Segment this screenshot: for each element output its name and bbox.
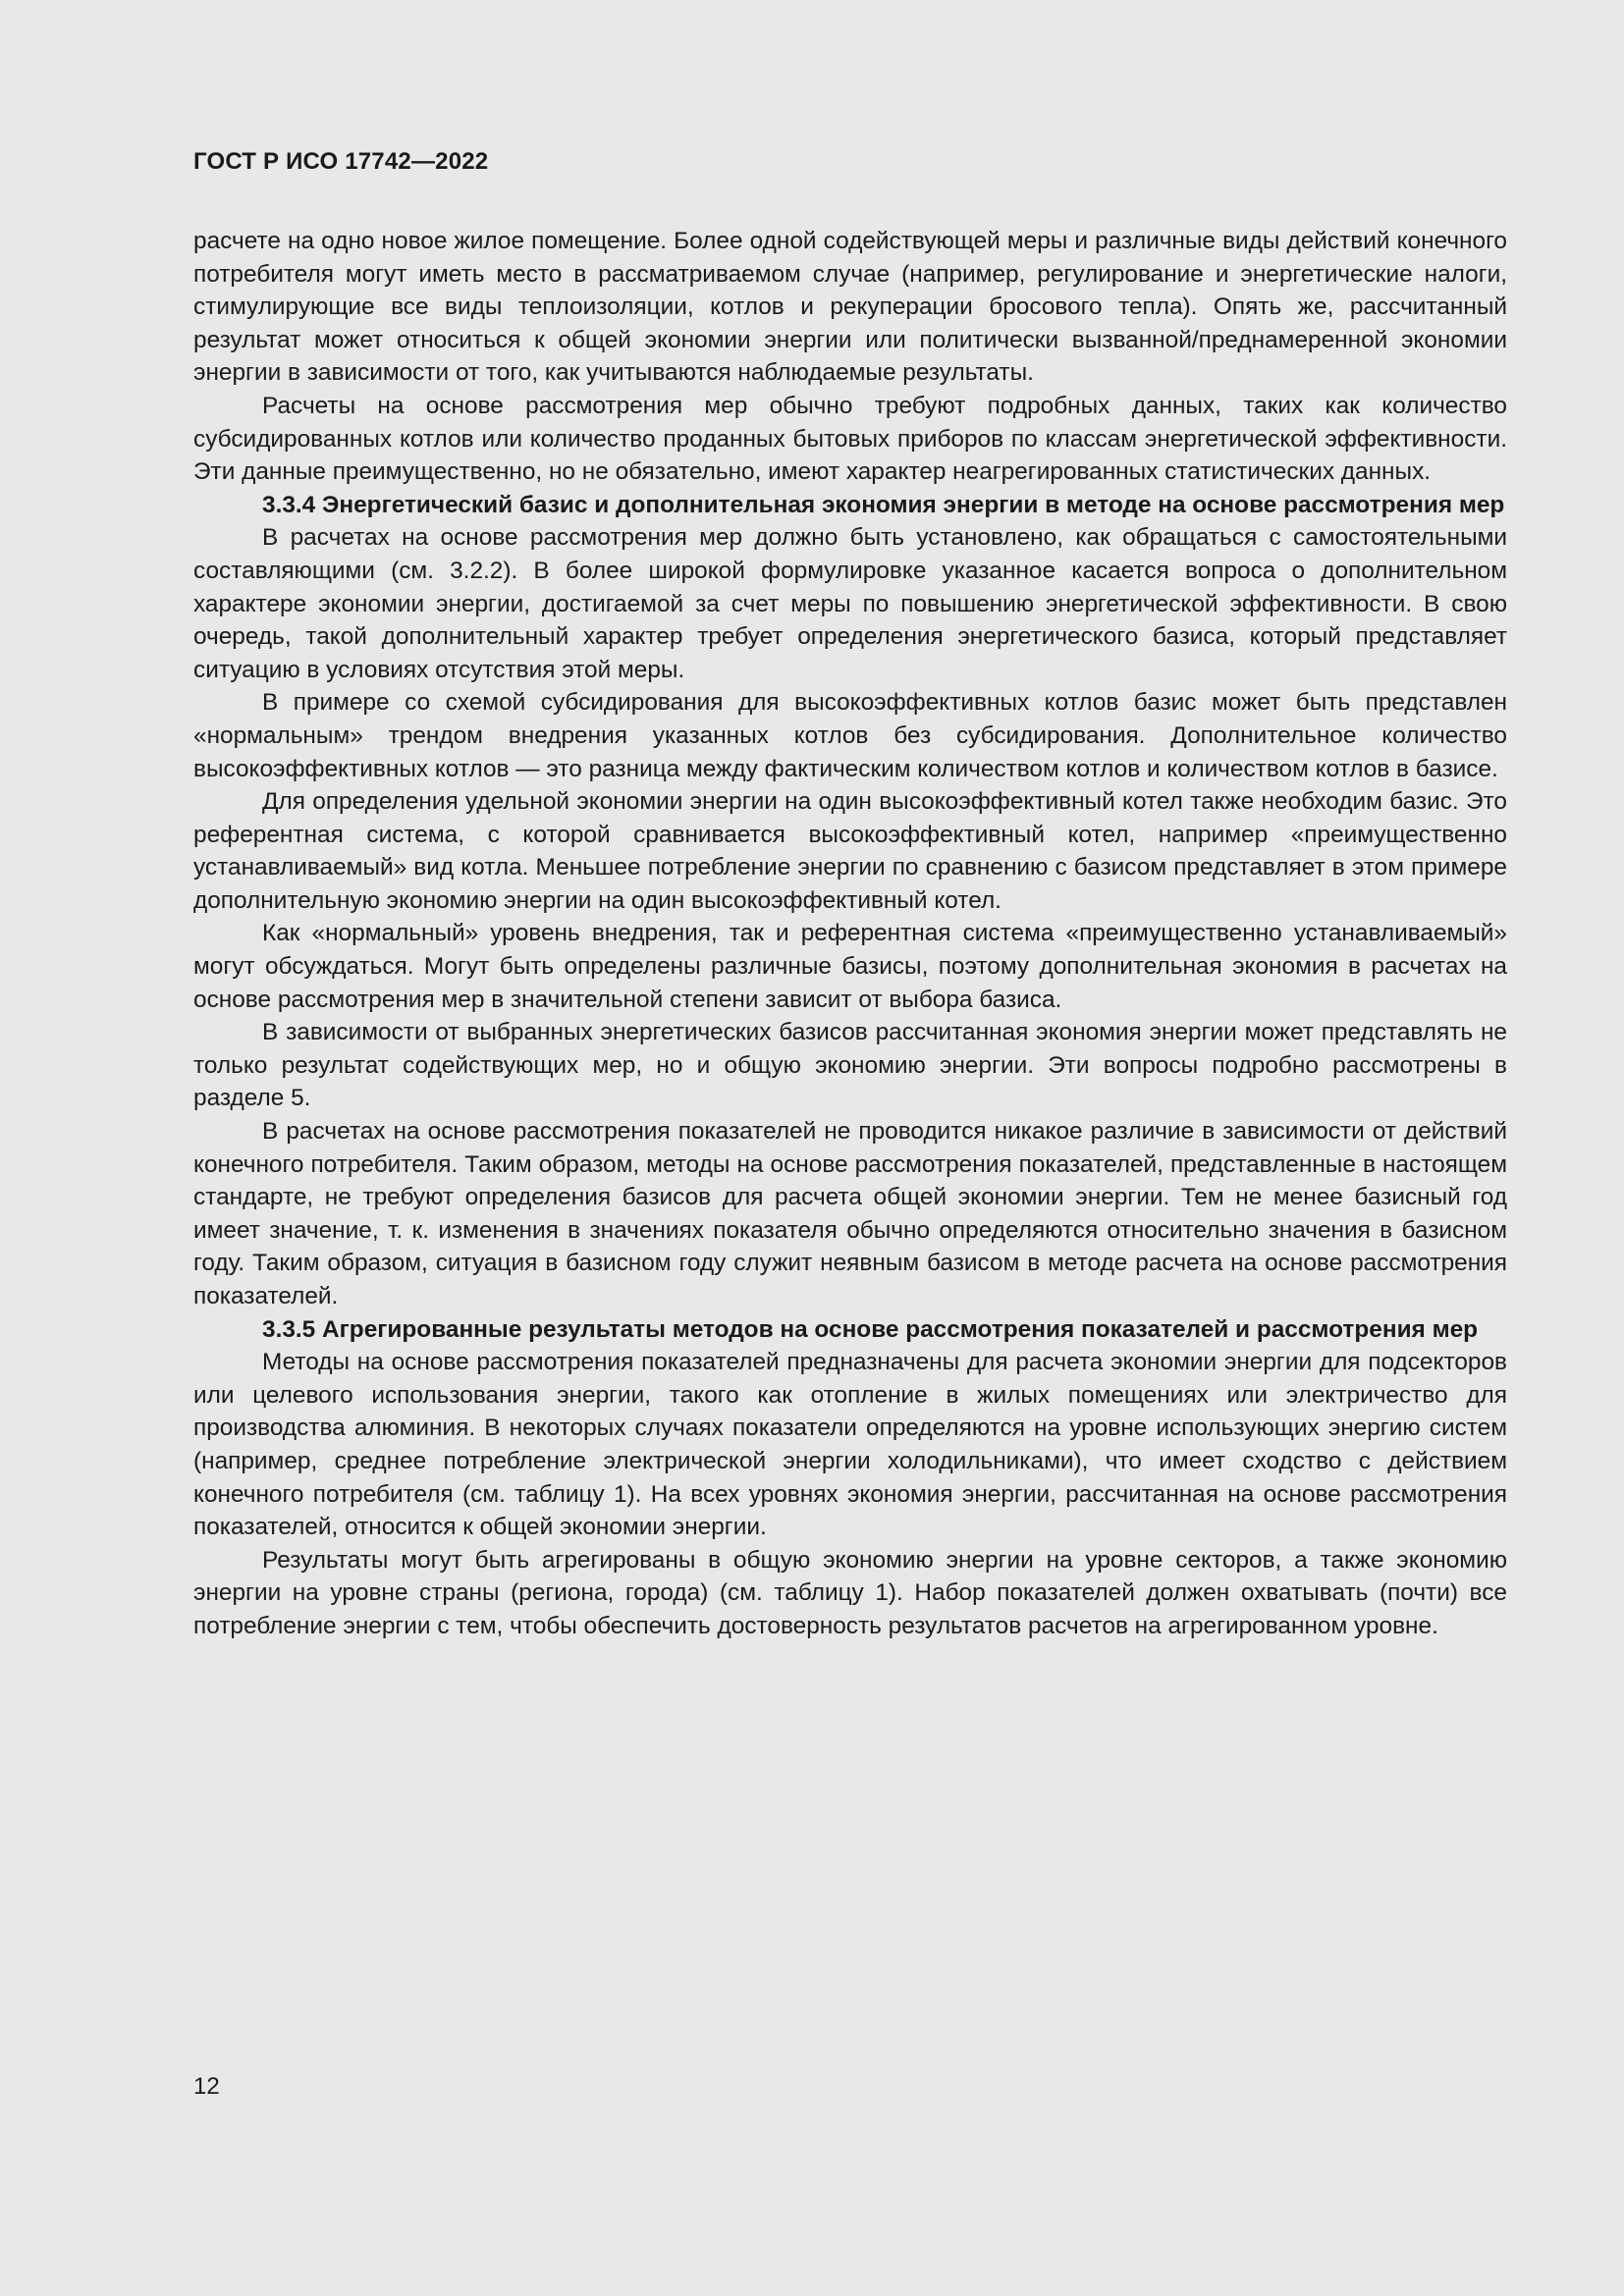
paragraph: В расчетах на основе рассмотрения показателей не проводится никакое различие в зависимости от действий конечного потребителя. Таким образом, методы на основе рассмотрения показателей, представленные в настоящем стандарте, не требуют определения базисов для расчета общей экономии энергии. Тем не менее базисный год имеет значение, т. к. изменения в значениях показателя обычно определяются относительно значения в базисном году. Таким образом, ситуация в базисном году служит неявным базисом в методе расчета на основе рассмотрения показателей. — [193, 1118, 1507, 1309]
paragraph: Методы на основе рассмотрения показателей предназначены для расчета экономии энергии для подсекторов или целевого использования энергии, такого как отопление в жилых помещениях или электричество для производства алюминия. В некоторых случаях показатели определяются на уровне использующих энергию систем (например, среднее потребление электрической энергии холодильниками), что имеет сходство с действием конечного потребителя (см. таблицу 1). На всех уровнях экономия энергии, рассчитанная на основе рассмотрения показателей, относится к общей экономии энергии. — [193, 1349, 1507, 1541]
paragraph: В расчетах на основе рассмотрения мер должно быть установлено, как обращаться с самостоятельными составляющими (см. 3.2.2). В более широкой формулировке указанное касается вопроса о дополнительном характере экономии энергии, достигаемой за счет меры по повышению энергетической эффективности. В свою очередь, такой дополнительный характер требует определения энергетического базиса, который представляет ситуацию в условиях отсутствия этой меры. — [193, 524, 1507, 683]
paragraph: Расчеты на основе рассмотрения мер обычно требуют подробных данных, таких как количество субсидированных котлов или количество проданных бытовых приборов по классам энергетической эффективности. Эти данные преимущественно, но не обязательно, имеют характер неагрегированных статистических данных. — [193, 392, 1507, 486]
section-heading-3-3-5: 3.3.5 Агрегированные результаты методов на основе рассмотрения показателей и рассмотрения мер — [262, 1315, 1479, 1343]
paragraph: Как «нормальный» уровень внедрения, так и референтная система «преимущественно устанавливаемый» могут обсуждаться. Могут быть определены различные базисы, поэтому дополнительная экономия в расчетах на основе рассмотрения мер в значительной степени зависит от выбора базиса. — [193, 920, 1507, 1013]
paragraph: В зависимости от выбранных энергетических базисов рассчитанная экономия энергии может представлять не только результат содействующих мер, но и общую экономию энергии. Эти вопросы подробно рассмотрены в разделе 5. — [193, 1019, 1507, 1112]
paragraph: В примере со схемой субсидирования для высокоэффективных котлов базис может быть представлен «нормальным» трендом внедрения указанных котлов без субсидирования. Дополнительное количество высокоэффективных котлов — это разница между фактическим количеством котлов и количеством котлов в базисе. — [193, 689, 1507, 782]
document-body — [193, 225, 1507, 1643]
section-heading-3-3-4: 3.3.4 Энергетический базис и дополнительная экономия энергии в методе на основе рассмотрения мер — [262, 491, 1505, 518]
paragraph: Результаты могут быть агрегированы в общую экономию энергии на уровне секторов, а также экономию энергии на уровне страны (региона, города) (см. таблицу 1). Набор показателей должен охватывать (почти) все потребление энергии с тем, чтобы обеспечить достоверность результатов расчетов на агрегированном уровне. — [193, 1546, 1507, 1639]
document-header: ГОСТ Р ИСО 17742—2022 — [193, 148, 489, 175]
paragraph: Для определения удельной экономии энергии на один высокоэффективный котел также необходим базис. Это референтная система, с которой сравнивается высокоэффективный котел, например «преимущественно устанавливаемый» вид котла. Меньшее потребление энергии по сравнению с базисом представляет в этом примере дополнительную экономию энергии на один высокоэффективный котел. — [193, 788, 1507, 914]
page-number: 12 — [193, 2073, 220, 2100]
paragraph: расчете на одно новое жилое помещение. Более одной содействующей меры и различные виды действий конечного потребителя могут иметь место в рассматриваемом случае (например, регулирование и энергетические налоги, стимулирующие все виды теплоизоляции, котлов и рекуперации бросового тепла). Опять же, рассчитанный результат может относиться к общей экономии энергии или политически вызванной/преднамеренной экономии энергии в зависимости от того, как учитываются наблюдаемые результаты. — [193, 228, 1507, 387]
